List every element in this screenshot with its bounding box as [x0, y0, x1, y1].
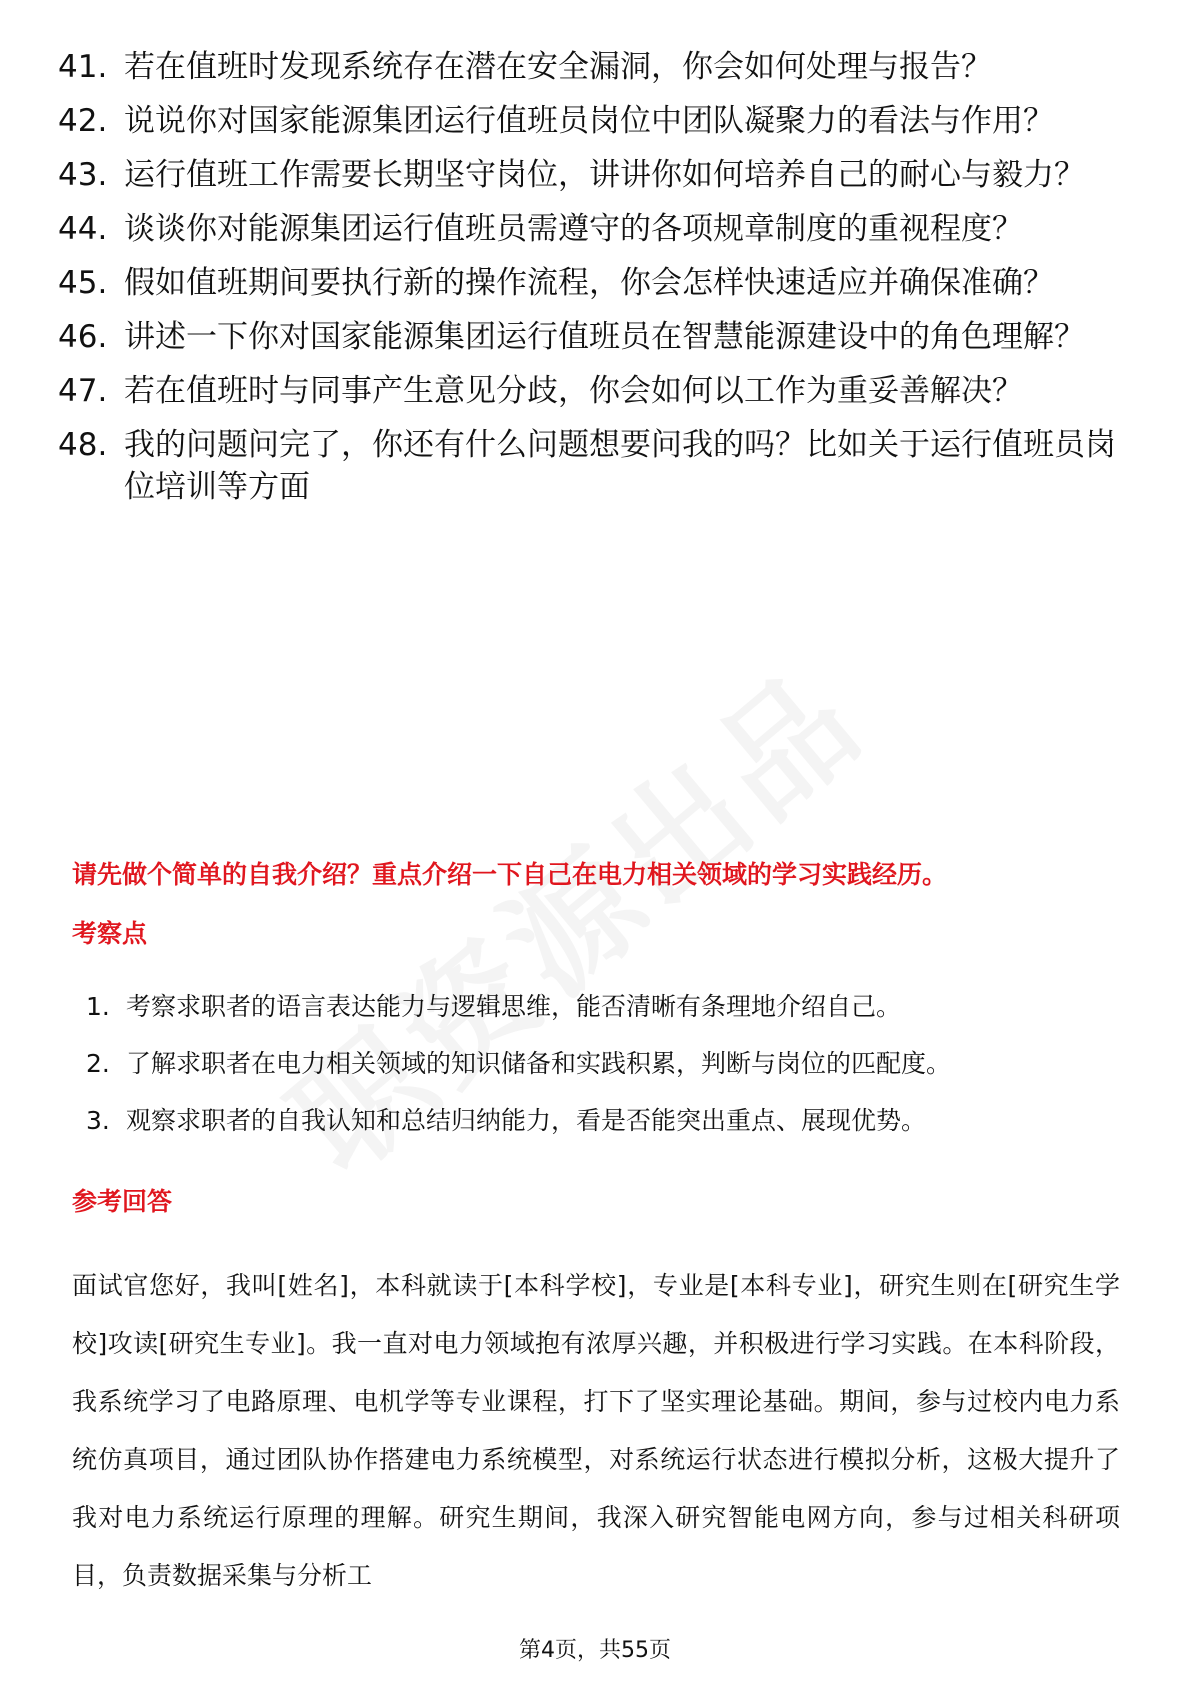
question-number: 44.: [58, 211, 108, 247]
page-footer: 第4页，共55页: [519, 1638, 671, 1663]
list-item: [86, 990, 1126, 1024]
question-text: 说说你对国家能源集团运行值班员岗位中团队凝聚力的看法与作用？: [124, 103, 1054, 139]
reference-answer-heading: 参考回答: [72, 1187, 173, 1216]
question-number: 47.: [58, 373, 108, 409]
point-list: [86, 990, 1126, 1161]
list-item: [58, 100, 1118, 142]
question-text: 讲述一下你对国家能源集团运行值班员在智慧能源建设中的角色理解？: [124, 319, 1085, 355]
question-number: 41.: [58, 49, 108, 85]
list-item: [58, 424, 1118, 508]
point-number: 3.: [86, 1106, 110, 1135]
point-text: 了解求职者在电力相关领域的知识储备和实践积累，判断与岗位的匹配度。: [126, 1049, 952, 1078]
list-item: [58, 208, 1118, 250]
question-list: [58, 46, 1118, 520]
list-item: [58, 370, 1118, 412]
question-text: 假如值班期间要执行新的操作流程，你会怎样快速适应并确保准确？: [124, 265, 1054, 301]
question-number: 43.: [58, 157, 108, 193]
question-text: 若在值班时与同事产生意见分歧，你会如何以工作为重妥善解决？: [124, 373, 1023, 409]
list-item: [58, 46, 1118, 88]
list-item: [58, 316, 1118, 358]
question-number: 46.: [58, 319, 108, 355]
kaochadian-heading: 考察点: [72, 919, 148, 948]
point-number: 1.: [86, 992, 110, 1021]
question-number: 42.: [58, 103, 108, 139]
question-text: 谈谈你对能源集团运行值班员需遵守的各项规章制度的重视程度？: [124, 211, 1023, 247]
answer-paragraph: 面试官您好，我叫[姓名]，本科就读于[本科学校]，专业是[本科专业]，研究生则在[研究生学校]攻读[研究生专业]。我一直对电力领域抱有浓厚兴趣，并积极进行学习实践。在本科阶段，我系统学习了电路原理、电机学等专业课程，打下了坚实理论基础。期间，参与过校内电力系统仿真项目，通过团队协作搭建电力系统模型，对系统运行状态进行模拟分析，这极大提升了我对电力系统运行原理的理解。研究生期间，我深入研究智能电网方向，参与过相关科研项目，负责数据采集与分析工: [72, 1271, 1120, 1590]
point-text: 考察求职者的语言表达能力与逻辑思维，能否清晰有条理地介绍自己。: [126, 992, 902, 1021]
list-item: [86, 1047, 1126, 1081]
question-text: 我的问题问完了，你还有什么问题想要问我的吗？比如关于运行值班员岗位培训等方面: [124, 427, 1116, 505]
question-number: 48.: [58, 427, 108, 463]
list-item: [58, 262, 1118, 304]
question-text: 若在值班时发现系统存在潜在安全漏洞，你会如何处理与报告？: [124, 49, 992, 85]
section-title: 请先做个简单的自我介绍？重点介绍一下自己在电力相关领域的学习实践经历。: [72, 860, 948, 889]
question-number: 45.: [58, 265, 108, 301]
question-text: 运行值班工作需要长期坚守岗位，讲讲你如何培养自己的耐心与毅力？: [124, 157, 1085, 193]
point-number: 2.: [86, 1049, 110, 1078]
list-item: [86, 1104, 1126, 1138]
list-item: [58, 154, 1118, 196]
point-text: 观察求职者的自我认知和总结归纳能力，看是否能突出重点、展现优势。: [126, 1106, 927, 1135]
